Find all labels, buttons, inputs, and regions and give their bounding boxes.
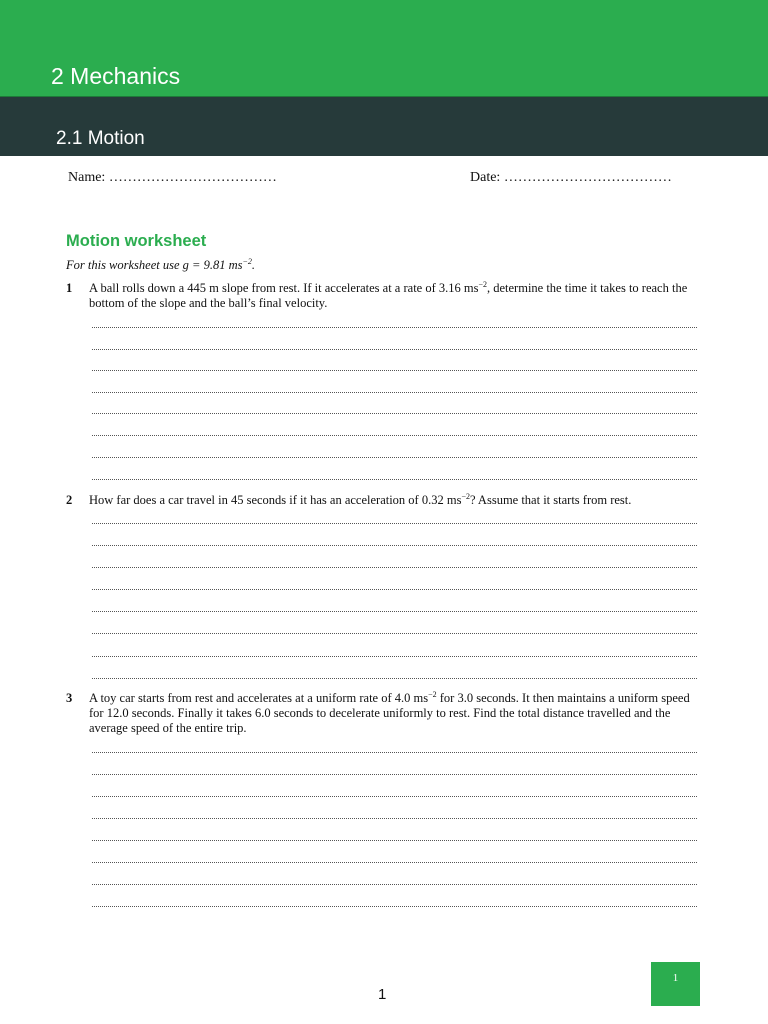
- answer-line[interactable]: [92, 840, 697, 841]
- answer-line[interactable]: [92, 392, 697, 393]
- page-number: 1: [378, 986, 387, 1003]
- question-text-part: for 3.0 seconds. It then maintains a uniform speed for 12.0 seconds. Finally it takes 6.0 seconds to decelerate uniformly to rest. Find the total distance travelled and the average speed of the entire trip.: [89, 691, 690, 735]
- date-field[interactable]: Date: ………………………………: [470, 170, 672, 185]
- exponent: −2: [428, 689, 437, 699]
- answer-line[interactable]: [92, 906, 697, 907]
- answer-line[interactable]: [92, 545, 697, 546]
- worksheet-instruction: [66, 258, 255, 273]
- answer-line[interactable]: [92, 884, 697, 885]
- instruction-text: For this worksheet use g = 9.81 ms: [66, 258, 243, 272]
- answer-line[interactable]: [92, 589, 697, 590]
- question-text-part: ? Assume that it starts from rest.: [469, 493, 632, 507]
- answer-line[interactable]: [92, 349, 697, 350]
- answer-line[interactable]: [92, 413, 697, 414]
- answer-line[interactable]: [92, 678, 697, 679]
- corner-page-number: 1: [672, 972, 679, 984]
- answer-line[interactable]: [92, 435, 697, 436]
- answer-line[interactable]: [92, 818, 697, 819]
- section-title: 2.1 Motion: [56, 128, 145, 149]
- question-text-part: A ball rolls down a 445 m slope from rest. If it accelerates at a rate of 3.16 ms: [89, 281, 479, 295]
- question-text: [89, 281, 697, 311]
- answer-line[interactable]: [92, 796, 697, 797]
- page-corner-badge: [651, 962, 700, 1006]
- question-text: [89, 691, 697, 736]
- answer-line[interactable]: [92, 752, 697, 753]
- name-field[interactable]: Name: ………………………………: [68, 170, 277, 185]
- question-text-part: How far does a car travel in 45 seconds if it has an acceleration of 0.32 ms: [89, 493, 462, 507]
- answer-line[interactable]: [92, 370, 697, 371]
- answer-line[interactable]: [92, 327, 697, 328]
- question-text-part: , determine the time it takes to reach the bottom of the slope and the ball’s final velocity.: [89, 281, 688, 310]
- question-number: 3: [66, 691, 73, 705]
- answer-line[interactable]: [92, 633, 697, 634]
- question-number: 1: [66, 281, 73, 295]
- instruction-end: .: [251, 258, 256, 272]
- chapter-title: 2 Mechanics: [51, 63, 181, 89]
- answer-line[interactable]: [92, 774, 697, 775]
- answer-line[interactable]: [92, 457, 697, 458]
- exponent: −2: [461, 491, 470, 501]
- question-text: [89, 493, 697, 508]
- answer-line[interactable]: [92, 523, 697, 524]
- answer-line[interactable]: [92, 611, 697, 612]
- answer-line[interactable]: [92, 479, 697, 480]
- worksheet-title: Motion worksheet: [66, 232, 207, 250]
- answer-line[interactable]: [92, 567, 697, 568]
- answer-line[interactable]: [92, 862, 697, 863]
- instruction-exponent: −2: [242, 256, 252, 266]
- question-text-part: A toy car starts from rest and accelerates at a uniform rate of 4.0 ms: [89, 691, 429, 705]
- answer-line[interactable]: [92, 656, 697, 657]
- question-number: 2: [66, 493, 73, 507]
- exponent: −2: [478, 279, 487, 289]
